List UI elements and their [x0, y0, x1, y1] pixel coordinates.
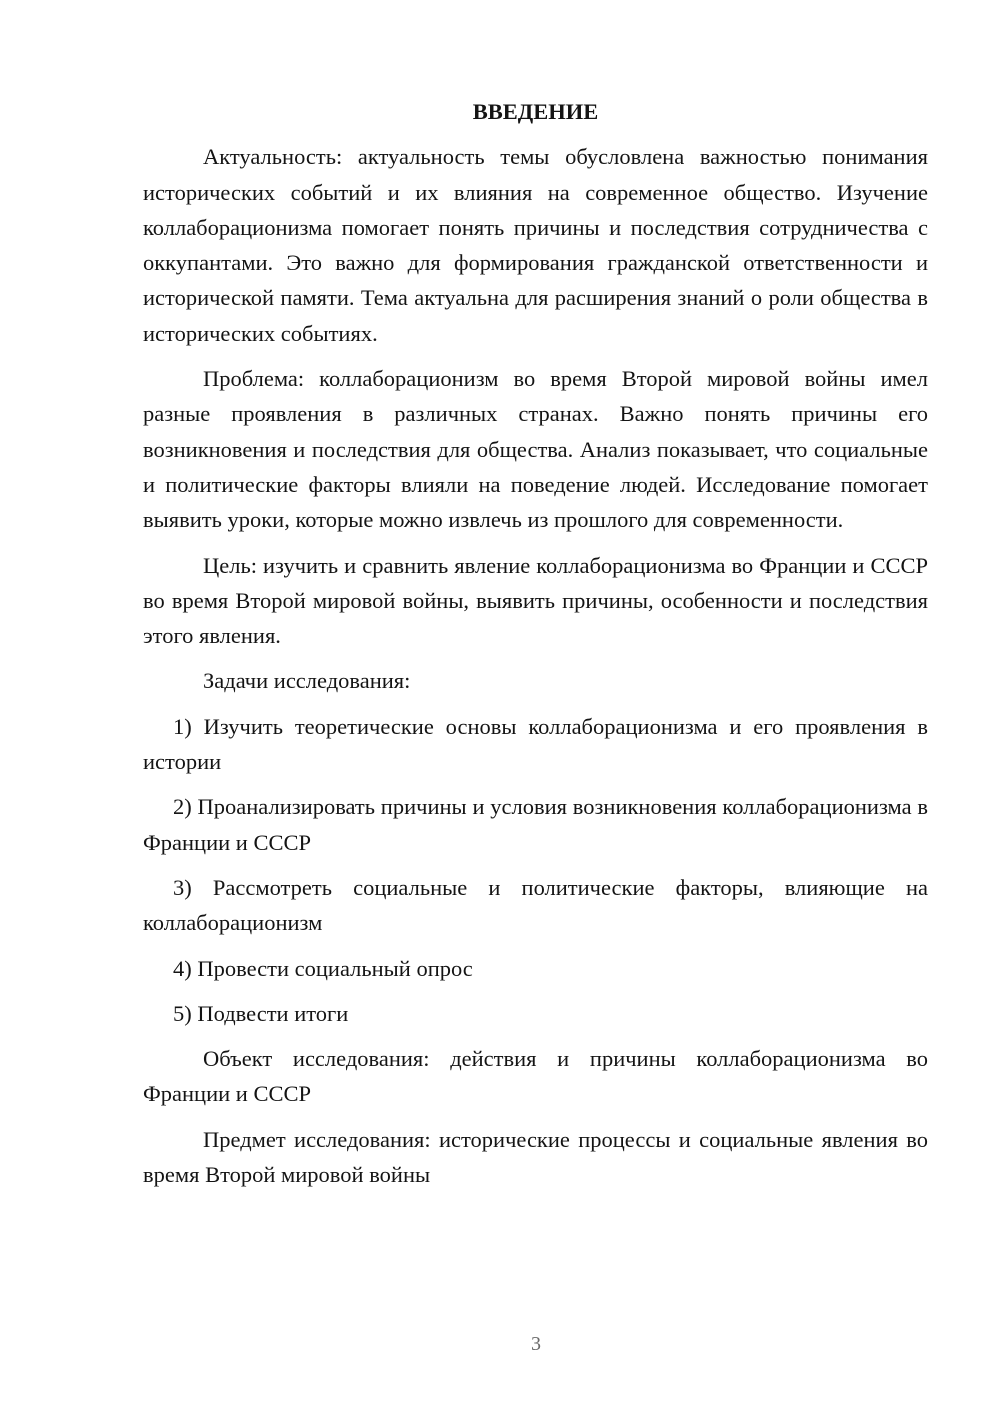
section-title: ВВЕДЕНИЕ: [472, 99, 599, 124]
goal-paragraph: Цель: изучить и сравнить явление коллаборационизма во Франции и СССР во время Второй мировой войны, выявить причины, особенности и последствия этого явления.: [143, 552, 928, 649]
task-item-4: 4) Провести социальный опрос: [173, 955, 473, 981]
page-number: 3: [531, 1333, 541, 1355]
page-content: [143, 94, 928, 1202]
task-item-1: 1) Изучить теоретические основы коллаборационизма и его проявления в истории: [143, 713, 928, 775]
task-item-2: 2) Проанализировать причины и условия возникновения коллаборационизма в Франции и СССР: [143, 794, 928, 855]
tasks-heading: Задачи исследования:: [203, 668, 411, 694]
problem-paragraph: Проблема: коллаборационизм во время Второй мировой войны имел разные проявления в различных странах. Важно понять причины его возникновения и последствия для общества. Анализ показывает, что социальные и политические факторы влияли на поведение людей. Исследование помогает выявить уроки, которые можно извлечь из прошлого для современности.: [143, 366, 928, 533]
task-item-3: 3) Рассмотреть социальные и политические факторы, влияющие на коллаборационизм: [143, 874, 928, 936]
object-paragraph: Объект исследования: действия и причины коллаборационизма во Франции и СССР: [143, 1046, 928, 1107]
task-item-5: 5) Подвести итоги: [173, 1000, 349, 1026]
subject-paragraph: Предмет исследования: исторические процессы и социальные явления во время Второй мировой войны: [143, 1126, 928, 1188]
relevance-paragraph: Актуальность: актуальность темы обусловлена важностью понимания исторических событий и их влияния на современное общество. Изучение коллаборационизма помогает понять причины и последствия сотрудничества с оккупантами. Это важно для формирования гражданской ответственности и исторической памяти. Тема актуальна для расширения знаний о роли общества в исторических событиях.: [143, 144, 928, 346]
